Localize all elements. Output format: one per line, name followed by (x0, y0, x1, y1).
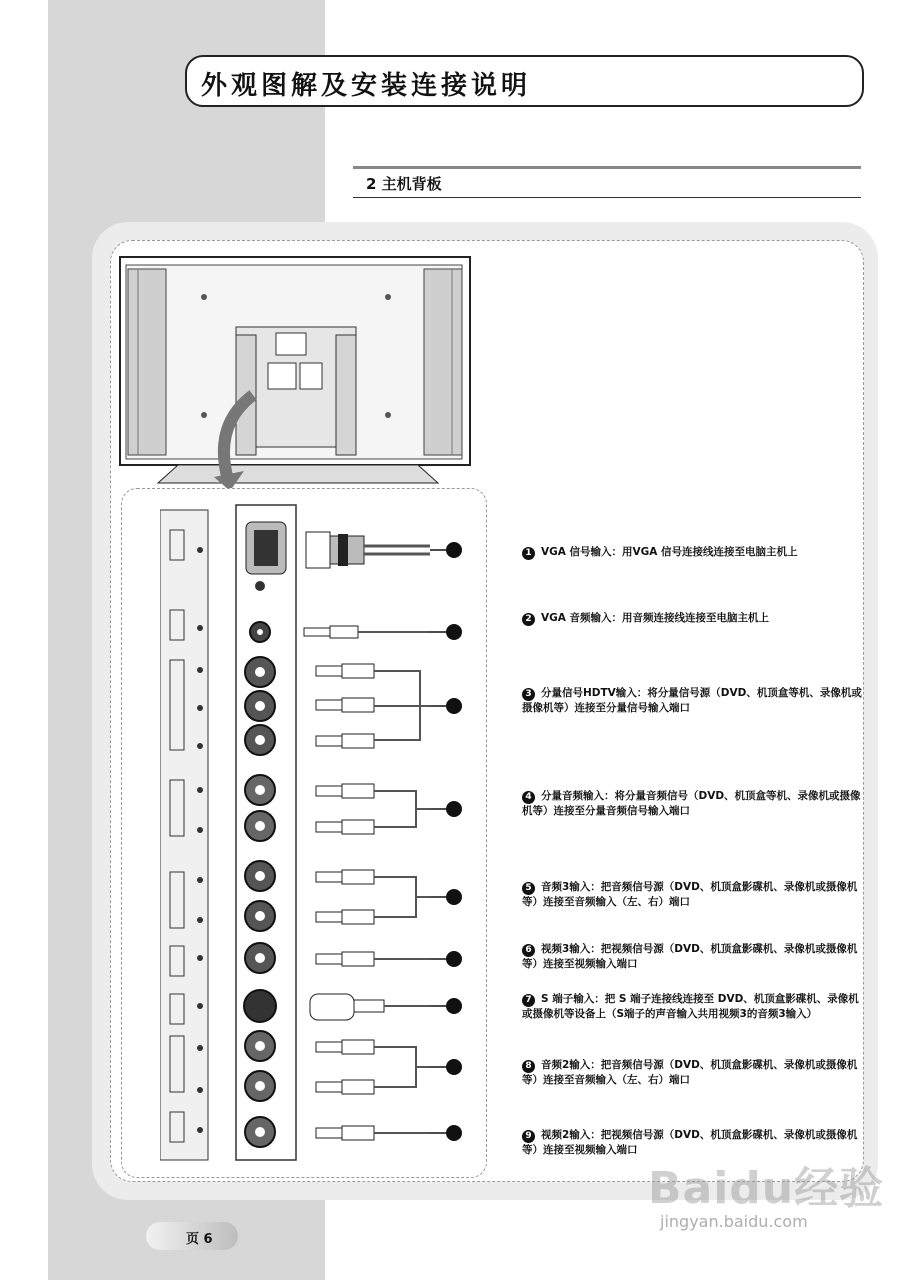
section-rule-bottom (353, 197, 861, 198)
description-text: 分量音频输入：将分量音频信号（DVD、机顶盒等机、录像机或摄像机等）连接至分量音频信号输入端口 (522, 790, 861, 817)
description-text: S 端子输入：把 S 端子连接线连接至 DVD、机顶盒影碟机、录像机或摄像机等设备上（S端子的声音输入共用视频3的音频3输入） (522, 993, 859, 1020)
description-item-6 (522, 942, 862, 972)
description-item-7 (522, 992, 862, 1022)
callout-number: 5 (522, 882, 535, 895)
description-item-4 (522, 789, 862, 819)
callout-number: 2 (522, 613, 535, 626)
callout-number: 4 (522, 791, 535, 804)
callout-number: 9 (522, 1130, 535, 1143)
page-title: 外观图解及安装连接说明 (201, 71, 532, 101)
connection-diagram (160, 500, 480, 1162)
description-item-5 (522, 880, 862, 910)
description-text: VGA 音频输入：用音频连接线连接至电脑主机上 (541, 612, 770, 624)
watermark-logo: Baidu经验 (648, 1163, 885, 1214)
description-text: 音频3输入：把音频信号源（DVD、机顶盒影碟机、录像机或摄像机等）连接至音频输入（左、右）端口 (522, 881, 858, 908)
page-number: 页 6 (186, 1232, 213, 1247)
description-item-2 (522, 611, 862, 626)
description-text: 视频2输入：把视频信号源（DVD、机顶盒影碟机、录像机或摄像机等）连接至视频输入端口 (522, 1129, 858, 1156)
watermark-url: jingyan.baidu.com (660, 1212, 808, 1231)
page-header (185, 55, 864, 107)
description-text: 分量信号HDTV输入：将分量信号源（DVD、机顶盒等机、录像机或摄像机等）连接至分量信号输入端口 (522, 687, 862, 714)
description-item-1 (522, 545, 862, 560)
description-text: 音频2输入：把音频信号源（DVD、机顶盒影碟机、录像机或摄像机等）连接至音频输入（左、右）端口 (522, 1059, 858, 1086)
description-text: 视频3输入：把视频信号源（DVD、机顶盒影碟机、录像机或摄像机等）连接至视频输入端口 (522, 943, 858, 970)
callout-number: 8 (522, 1060, 535, 1073)
tv-rear-illustration (118, 255, 474, 490)
section-title: 2 主机背板 (366, 175, 442, 193)
section-rule-top (353, 166, 861, 169)
callout-number: 6 (522, 944, 535, 957)
page-number-tab (146, 1222, 238, 1250)
description-item-3 (522, 686, 862, 716)
callout-number: 7 (522, 994, 535, 1007)
description-item-8 (522, 1058, 862, 1088)
description-text: VGA 信号输入：用VGA 信号连接线连接至电脑主机上 (541, 546, 798, 558)
callout-number: 1 (522, 547, 535, 560)
callout-number: 3 (522, 688, 535, 701)
